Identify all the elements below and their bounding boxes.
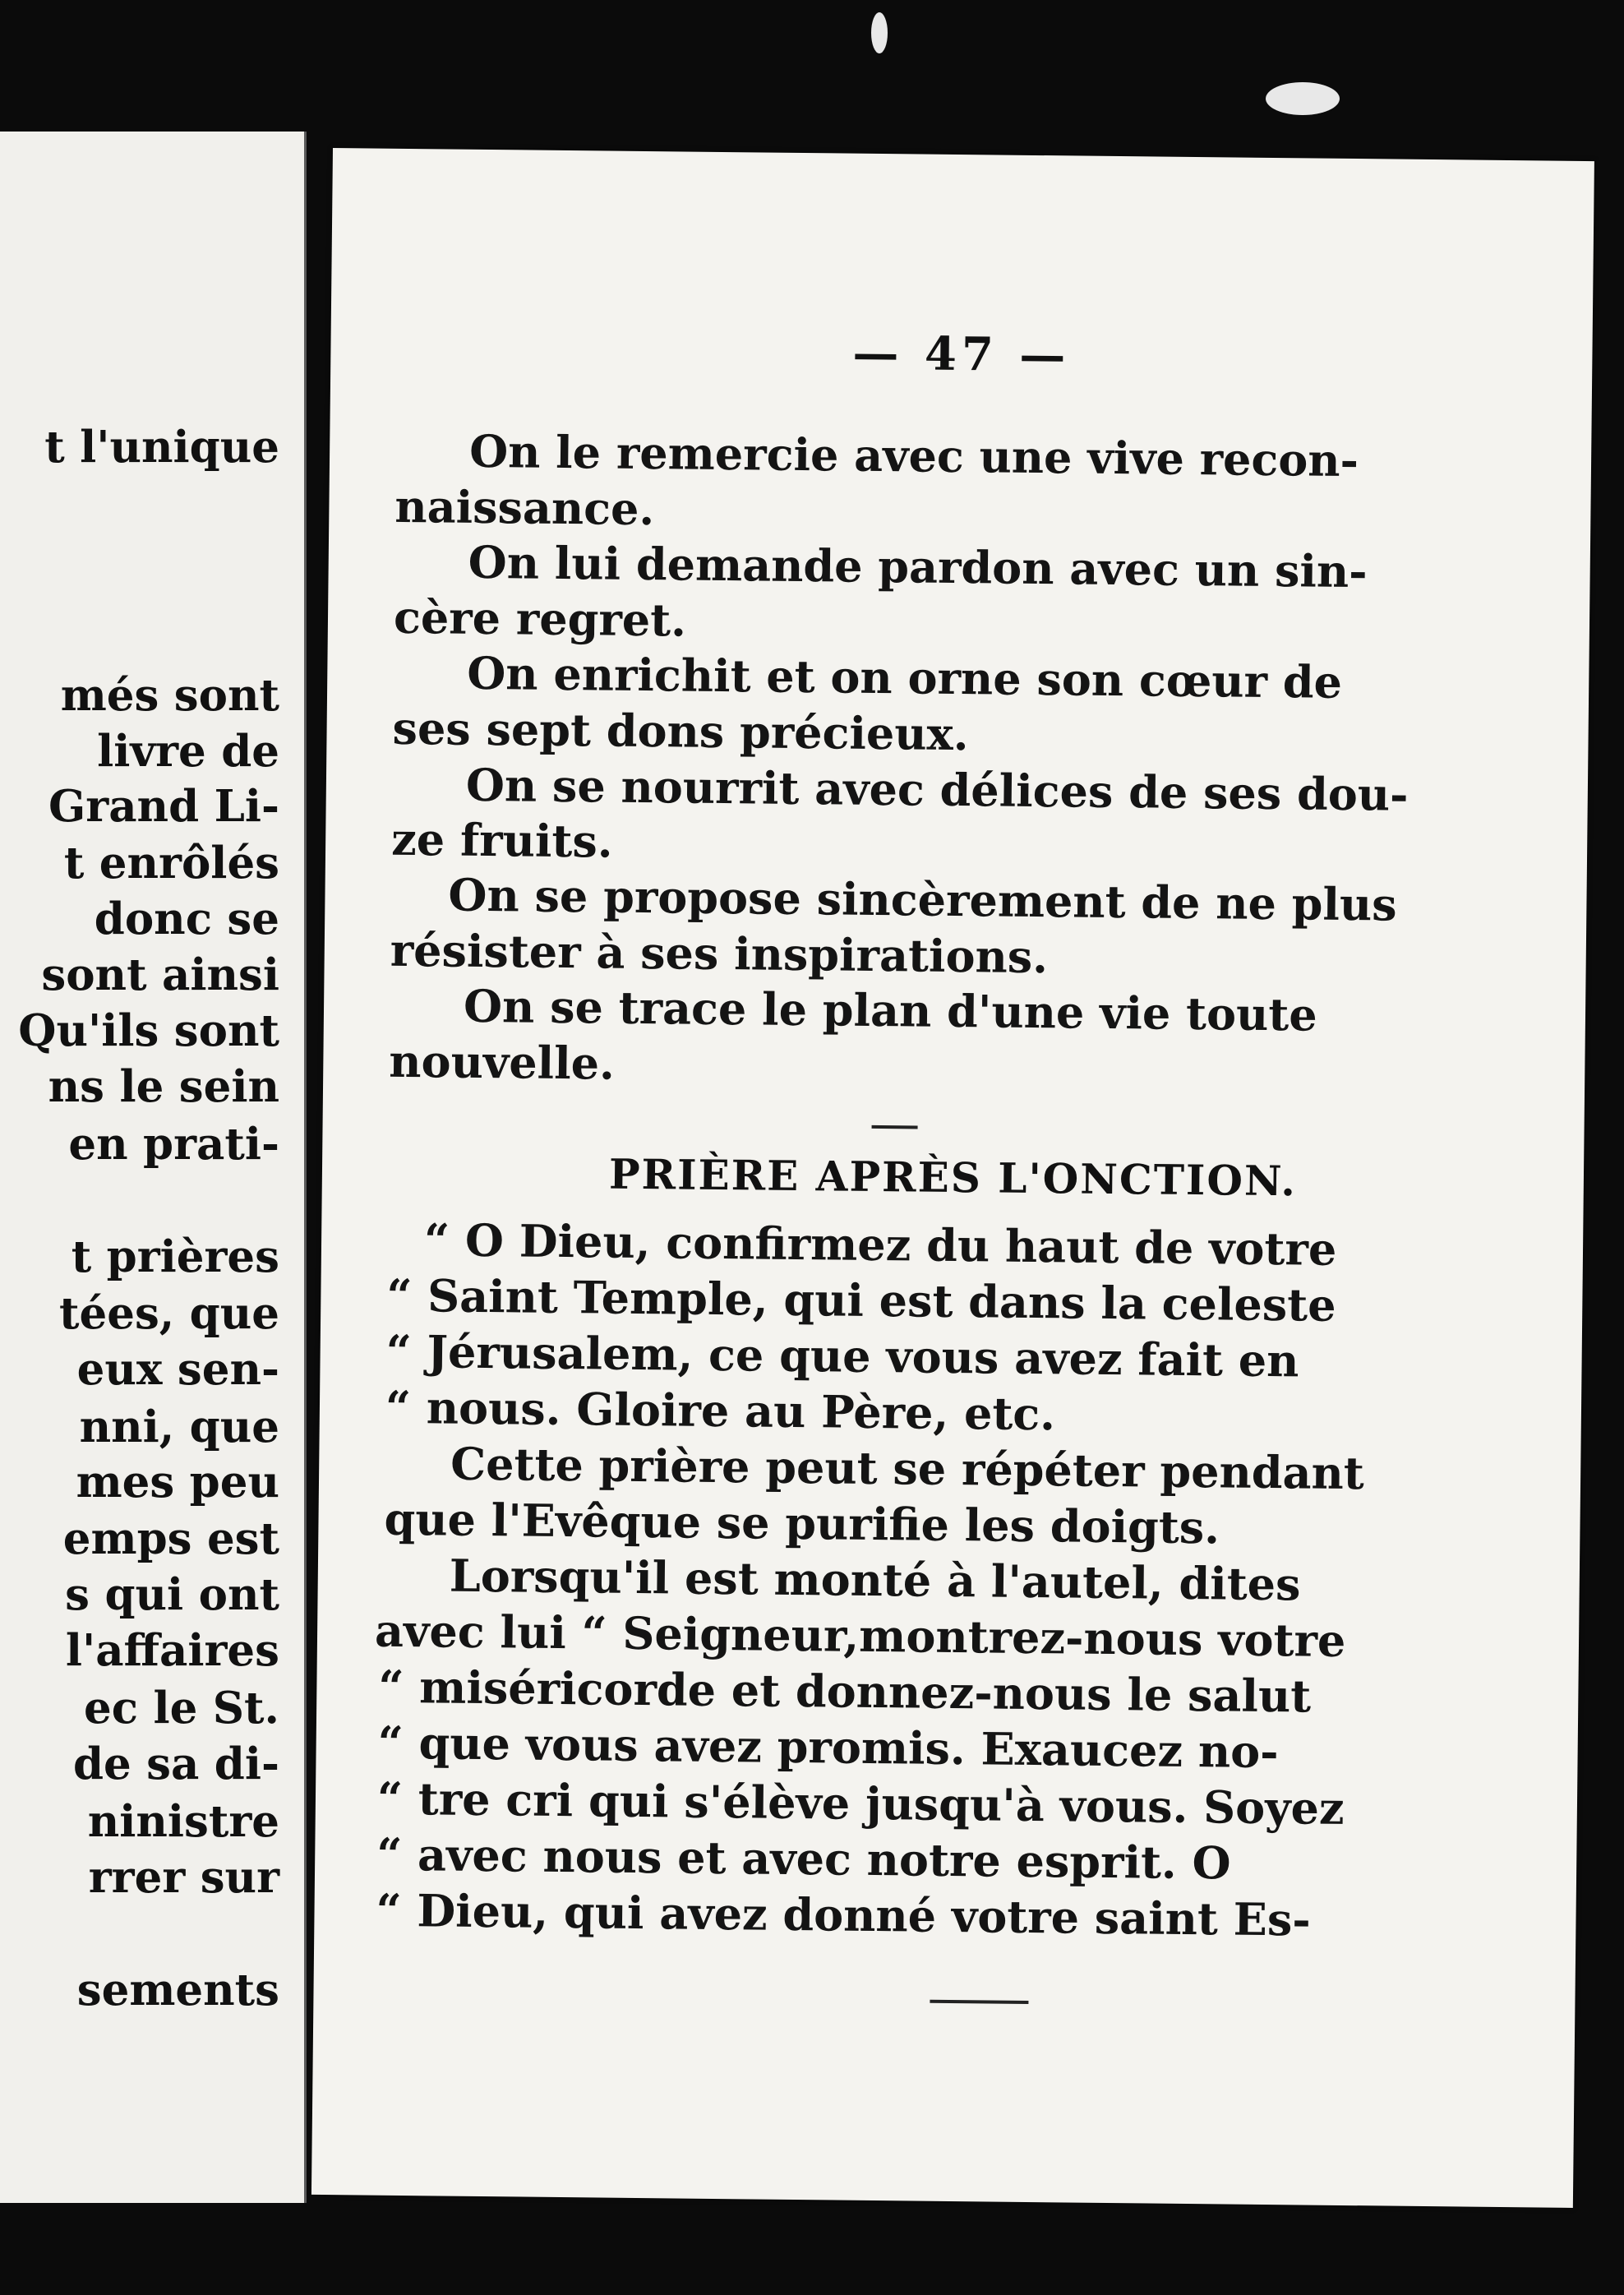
left-text-line: en prati- bbox=[68, 1119, 279, 1170]
left-text-line: sont ainsi bbox=[41, 949, 279, 1000]
text-line: “ tre cri qui s'élève jusqu'à vous. Soyez bbox=[376, 1771, 1345, 1835]
left-text-line: ns le sein bbox=[48, 1061, 279, 1112]
left-text-line: emps est bbox=[62, 1513, 279, 1564]
text-line: “ miséricorde et donnez-nous le salut bbox=[378, 1660, 1312, 1723]
text-line: résister à ses inspirations. bbox=[390, 923, 1049, 984]
left-text-line: Grand Li- bbox=[48, 781, 279, 832]
left-text-line: livre de bbox=[97, 726, 279, 777]
text-line: nouvelle. bbox=[389, 1034, 616, 1090]
text-line: “ O Dieu, confirmez du haut de votre bbox=[423, 1213, 1337, 1276]
right-page bbox=[311, 148, 1594, 2208]
text-line: On enrichit et on orne son cœur de bbox=[466, 646, 1343, 709]
text-line: “ Dieu, qui avez donné votre saint Es- bbox=[376, 1883, 1312, 1946]
left-text-line: Qu'ils sont bbox=[18, 1005, 279, 1056]
left-text-line: t prières bbox=[71, 1231, 279, 1282]
left-text-line: més sont bbox=[60, 670, 279, 721]
prayer-heading: PRIÈRE APRÈS L'ONCTION. bbox=[608, 1149, 1298, 1206]
text-line: naissance. bbox=[394, 479, 655, 536]
text-line: “ Jérusalem, ce que vous avez fait en bbox=[385, 1324, 1299, 1388]
left-facing-page bbox=[0, 132, 307, 2203]
left-text-line: mes peu bbox=[76, 1457, 279, 1508]
text-line: Lorsqu'il est monté à l'autel, dites bbox=[449, 1549, 1301, 1611]
text-line: avec lui “ Seigneur,montrez-nous votre bbox=[374, 1604, 1346, 1668]
page-number: — 47 — bbox=[852, 326, 1071, 383]
text-line: “ nous. Gloire au Père, etc. bbox=[385, 1380, 1056, 1441]
text-line: On se trace le plan d'une vie toute bbox=[463, 979, 1317, 1041]
text-line: “ avec nous et avec notre esprit. O bbox=[376, 1827, 1231, 1890]
text-line: On se propose sincèrement de ne plus bbox=[448, 868, 1397, 931]
left-text-line: tées, que bbox=[59, 1288, 279, 1339]
left-text-line: donc se bbox=[94, 894, 279, 944]
text-line: On le remercie avec une vive recon- bbox=[468, 424, 1359, 487]
left-text-line: s qui ont bbox=[65, 1569, 279, 1620]
text-line: cère regret. bbox=[393, 590, 687, 647]
text-line: On lui demande pardon avec un sin- bbox=[468, 535, 1368, 598]
left-text-line: nni, que bbox=[79, 1401, 279, 1452]
text-line: ze fruits. bbox=[390, 812, 613, 868]
text-line: que l'Evêque se purifie les doigts. bbox=[384, 1492, 1220, 1554]
left-text-line: de sa di- bbox=[72, 1739, 279, 1789]
left-text-line: ec le St. bbox=[84, 1683, 279, 1734]
text-line: On se nourrit avec délices de ses dou- bbox=[465, 758, 1409, 821]
left-text-line: t l'unique bbox=[44, 422, 279, 473]
text-line: ses sept dons précieux. bbox=[392, 701, 969, 761]
left-text-line: t enrôlés bbox=[63, 838, 279, 889]
left-text-line: l'affaires bbox=[65, 1625, 279, 1676]
end-rule bbox=[930, 2000, 1028, 2004]
left-text-line: ninistre bbox=[87, 1796, 279, 1847]
text-line: “ que vous avez promis. Exaucez no- bbox=[377, 1715, 1279, 1779]
text-line: Cette prière peut se répéter pendant bbox=[450, 1437, 1365, 1500]
scan-artifact bbox=[1266, 82, 1340, 115]
text-line: “ Saint Temple, qui est dans la celeste bbox=[386, 1268, 1336, 1332]
left-text-line: sements bbox=[76, 1965, 279, 2016]
scan-artifact bbox=[871, 12, 888, 53]
left-text-line: rrer sur bbox=[88, 1852, 279, 1903]
left-text-line: eux sen- bbox=[76, 1344, 279, 1395]
section-divider bbox=[872, 1125, 918, 1129]
